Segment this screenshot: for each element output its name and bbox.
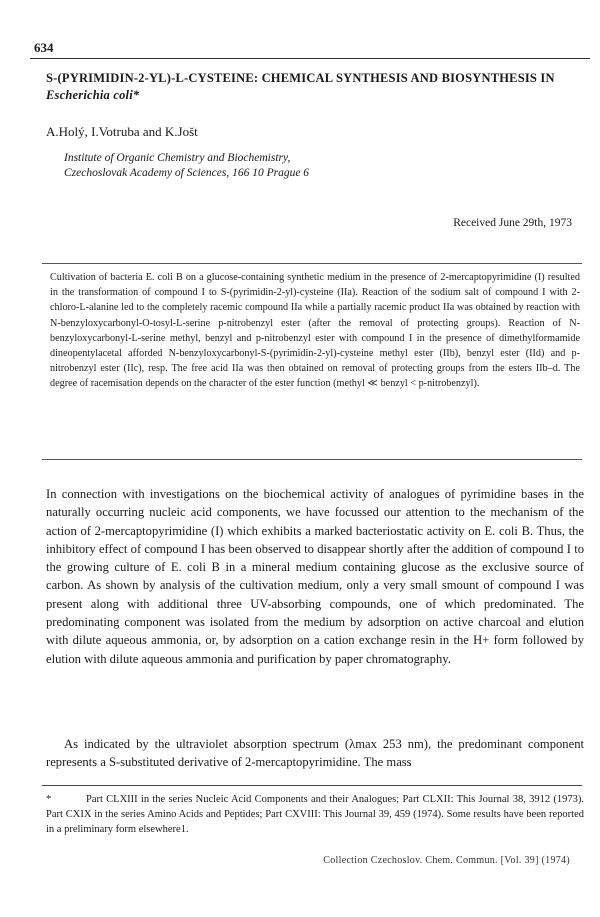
footnote-rule — [42, 785, 582, 786]
paragraph-1-text: In connection with investigations on the biochemical activity of analogues of pyrimidine bases in the naturally occurring nucleic acid components, we have focussed our attention to the mechanism of the action of 2-mercaptopyrimidine (I) which exhibits a marked bacteriostatic activity on E. coli B. Thus, the inhibitory effect of compound I has been observed to disappear shortly after the addition of compound I to the growing culture of E. coli B in a mineral medium containing glucose as the exclusive source of carbon. As shown by analysis of the cultivation medium, only a very small smount of compound I was present along with additional three UV-absorbing compounds, one of which predominated. The predominating component was isolated from the medium by adsorption on active charcoal and elution with dilute aqueous ammonia, or, by adsorption on a cation exchange resin in the H+ form followed by elution with dilute aqueous ammonia and purification by paper chromatography. — [46, 487, 584, 666]
footnote-text: Part CLXIII in the series Nucleic Acid Components and their Analogues; Part CLXII: This Journal 38, 3912 (1973). Part CXIX in the series Amino Acids and Peptides; Part CXVIII: This Journal 39, 459 (1974). Some results have been reported in a preliminary form elsewhere1. — [46, 794, 584, 835]
title-italic: Escherichia coli* — [46, 88, 140, 102]
body-paragraph-2 — [46, 735, 584, 772]
authors: A.Holý, I.Votruba and K.Jošt — [46, 124, 198, 139]
affiliation-line-1: Institute of Organic Chemistry and Biochemistry, — [64, 152, 291, 164]
affiliation — [64, 151, 309, 181]
received-date: Received June 29th, 1973 — [453, 217, 572, 229]
abstract-rule-bottom — [42, 459, 582, 460]
header-rule — [30, 58, 590, 59]
body-paragraph-1 — [46, 485, 584, 668]
article-title — [46, 70, 566, 104]
abstract: Cultivation of bacteria E. coli B on a glucose-containing synthetic medium in the presence of 2-mercaptopyrimidine (I) resulted in the transformation of compound I to S-(pyrimidin-2-yl)-cysteine (IIa). Reaction of the sodium salt of compound I with 2-chloro-L-alanine led to the completely racemic compound IIa while a partially racemic product IIa was obtained by reaction with N-benzyloxycarbonyl-O-tosyl-L-serine p-nitrobenzyl ester (after the removal of protecting groups). Reaction of N-benzyloxycarbonyl-L-serine methyl, benzyl and p-nitrobenzyl ester with compound I in the presence of dimethylformamide dineopentylacetal afforded N-benzyloxycarbonyl-S-(pyrimidin-2-yl)-cysteine methyl ester (IIb), benzyl ester (IId) and p-nitrobenzyl ester (IIc), resp. The free acid IIa was then obtained on removal of protecting groups from the esters IIb–d. The degree of racemisation depends on the character of the ester function (methyl ≪ benzyl < p-nitrobenzyl). — [50, 272, 580, 390]
paragraph-2-text: As indicated by the ultraviolet absorption spectrum (λmax 253 nm), the predominant component represents a S-substituted derivative of 2-mercaptopyrimidine. The mass — [46, 737, 584, 770]
footnote — [46, 792, 584, 837]
footnote-mark: * — [46, 794, 52, 805]
abstract-rule-top — [42, 263, 582, 264]
title-main: S-(PYRIMIDIN-2-YL)-L-CYSTEINE: CHEMICAL SYNTHESIS AND BIOSYNTHESIS IN — [46, 71, 555, 85]
journal-footer: Collection Czechoslov. Chem. Commun. [Vol. 39] (1974) — [323, 855, 570, 866]
affiliation-line-2: Czechoslovak Academy of Sciences, 166 10 Prague 6 — [64, 167, 310, 179]
page-number: 634 — [34, 40, 54, 55]
